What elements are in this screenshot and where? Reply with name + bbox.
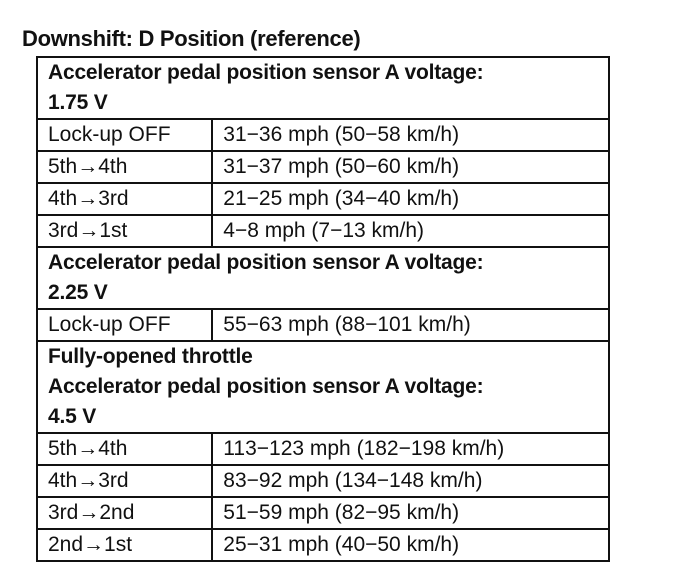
speed-cell: 83−92 mph (134−148 km/h) — [212, 465, 609, 497]
table-row — [37, 183, 609, 215]
section-header-row — [37, 341, 609, 433]
section-header — [37, 57, 609, 119]
table-row — [37, 215, 609, 247]
speed-cell: 25−31 mph (40−50 km/h) — [212, 529, 609, 561]
condition-cell: 2nd→1st — [37, 529, 212, 561]
section-header-row — [37, 247, 609, 309]
speed-cell: 31−36 mph (50−58 km/h) — [212, 119, 609, 151]
section-header-line: 1.75 V — [48, 91, 108, 114]
condition-cell: 4th→3rd — [37, 465, 212, 497]
table-row — [37, 119, 609, 151]
table-row — [37, 151, 609, 183]
condition-cell: Lock-up OFF — [37, 119, 212, 151]
section-header-line: Accelerator pedal position sensor A voltage: — [48, 251, 484, 274]
condition-cell: Lock-up OFF — [37, 309, 212, 341]
section-header-line: Fully-opened throttle — [48, 345, 253, 368]
section-header — [37, 341, 609, 433]
downshift-table — [36, 56, 610, 562]
condition-cell: 3rd→2nd — [37, 497, 212, 529]
speed-cell: 55−63 mph (88−101 km/h) — [212, 309, 609, 341]
table-row — [37, 497, 609, 529]
table-row — [37, 433, 609, 465]
speed-cell: 21−25 mph (34−40 km/h) — [212, 183, 609, 215]
speed-cell: 4−8 mph (7−13 km/h) — [212, 215, 609, 247]
table-row — [37, 529, 609, 561]
speed-cell: 31−37 mph (50−60 km/h) — [212, 151, 609, 183]
table-row — [37, 309, 609, 341]
speed-cell: 51−59 mph (82−95 km/h) — [212, 497, 609, 529]
section-header — [37, 247, 609, 309]
section-header-row — [37, 57, 609, 119]
condition-cell: 5th→4th — [37, 151, 212, 183]
section-header-line: Accelerator pedal position sensor A voltage: — [48, 61, 484, 84]
condition-cell: 4th→3rd — [37, 183, 212, 215]
section-header-line: 2.25 V — [48, 281, 108, 304]
table-row — [37, 465, 609, 497]
condition-cell: 5th→4th — [37, 433, 212, 465]
speed-cell: 113−123 mph (182−198 km/h) — [212, 433, 609, 465]
section-header-line: Accelerator pedal position sensor A voltage: — [48, 375, 484, 398]
section-header-line: 4.5 V — [48, 405, 97, 428]
condition-cell: 3rd→1st — [37, 215, 212, 247]
page-title: Downshift: D Position (reference) — [22, 26, 361, 51]
